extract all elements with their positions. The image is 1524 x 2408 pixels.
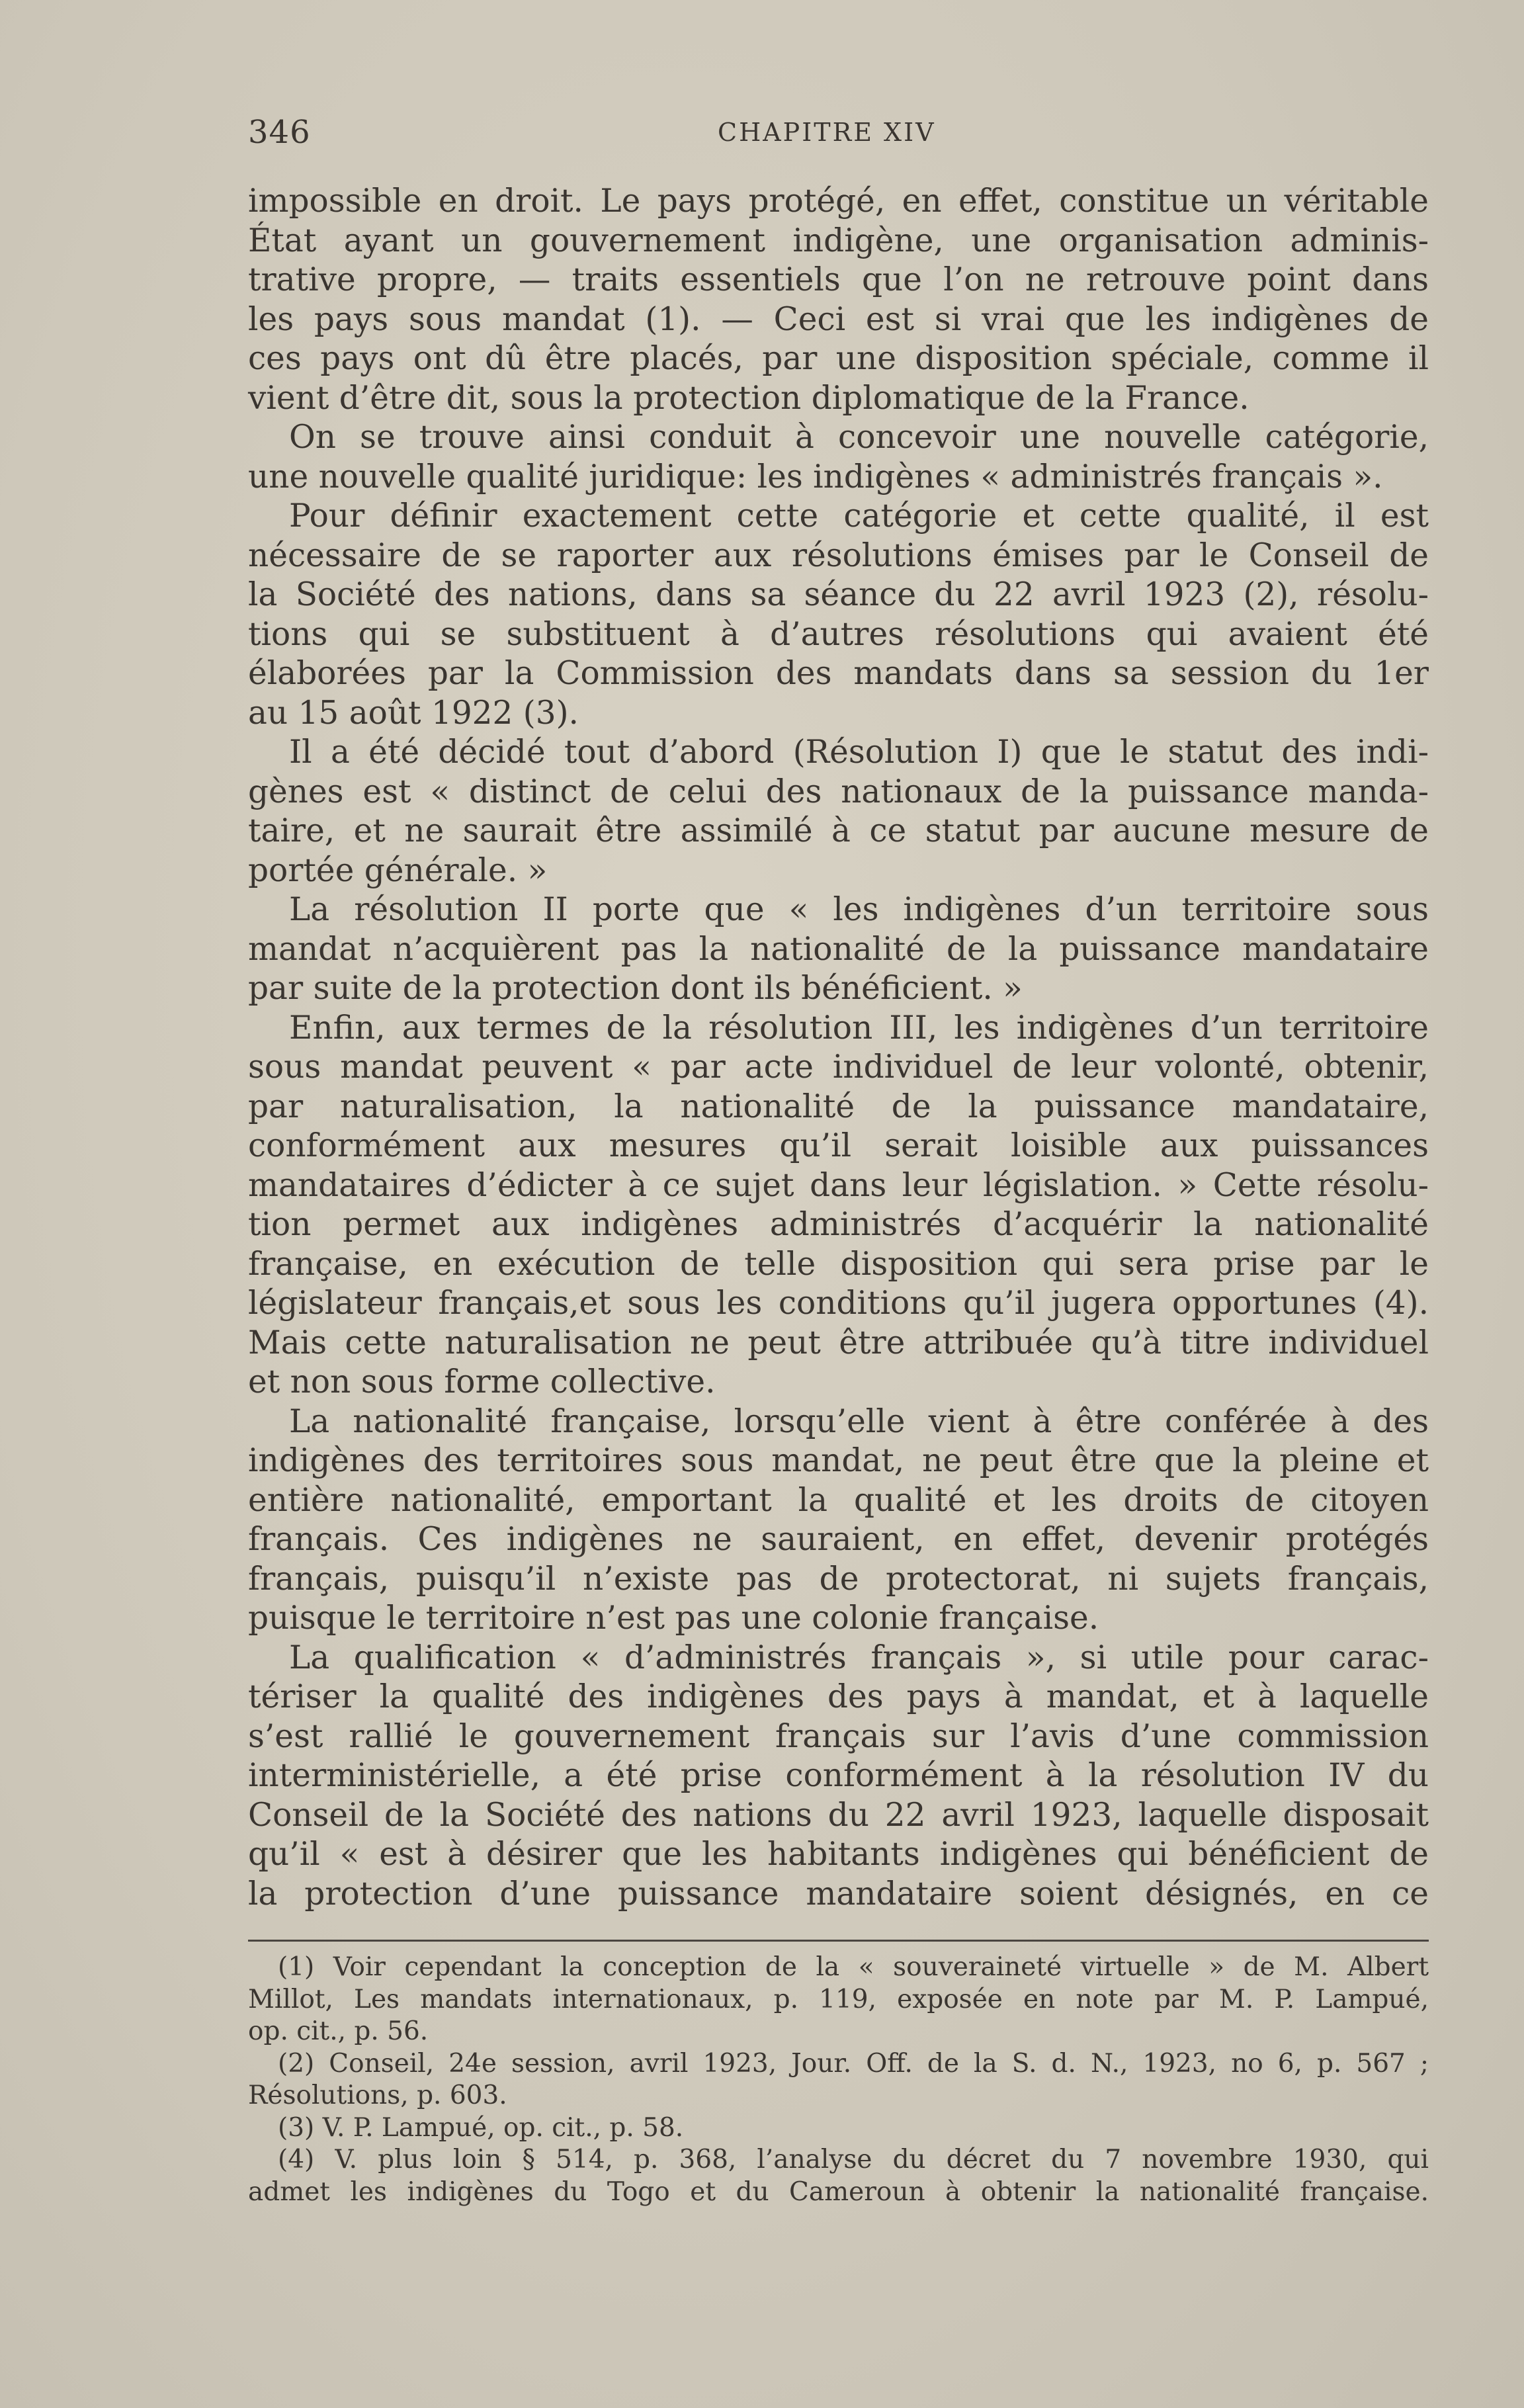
text-line: On se trouve ainsi conduit à concevoir une nouvelle catégorie,: [289, 419, 1429, 456]
text-line: au 15 août 1922 (3).: [248, 694, 579, 732]
text-line: puisque le territoire n’est pas une colonie française.: [248, 1600, 1099, 1637]
text-line: une nouvelle qualité juridique: les indigènes « administrés français ».: [248, 458, 1383, 495]
text-line: La nationalité française, lorsqu’elle vient à être conférée à des: [289, 1402, 1429, 1440]
text-line: législateur français,et sous les conditions qu’il jugera opportunes (4).: [248, 1285, 1429, 1322]
text-line: la Société des nations, dans sa séance du 22 avril 1923 (2), résolu-: [248, 576, 1429, 613]
footnote-line: admet les indigènes du Togo et du Cameroun à obtenir la nationalité française.: [248, 2176, 1429, 2207]
footnote-divider: [248, 1940, 1429, 1942]
text-line: État ayant un gouvernement indigène, une organisation adminis-: [248, 222, 1429, 259]
text-line: Mais cette naturalisation ne peut être attribuée qu’à titre individuel: [248, 1324, 1429, 1361]
text-line: taire, et ne saurait être assimilé à ce statut par aucune mesure de: [248, 812, 1429, 849]
text-line: tion permet aux indigènes administrés d’acquérir la nationalité: [248, 1206, 1429, 1243]
text-line: indigènes des territoires sous mandat, ne peut être que la pleine et: [248, 1442, 1429, 1479]
footnote-line: Résolutions, p. 603.: [248, 2081, 507, 2110]
text-line: français. Ces indigènes ne sauraient, en effet, devenir protégés: [248, 1521, 1429, 1558]
text-line: Conseil de la Société des nations du 22 avril 1923, laquelle disposait: [248, 1796, 1429, 1834]
text-line: sous mandat peuvent « par acte individuel de leur volonté, obtenir,: [248, 1049, 1429, 1086]
text-line: et non sous forme collective.: [248, 1363, 716, 1400]
text-line: élaborées par la Commission des mandats dans sa session du 1er: [248, 655, 1429, 692]
footnote-line: Millot, Les mandats internationaux, p. 119, exposée en note par M. P. Lampué,: [248, 1984, 1429, 2014]
text-line: les pays sous mandat (1). — Ceci est si vrai que les indigènes de: [248, 300, 1429, 338]
text-line: vient d’être dit, sous la protection diplomatique de la France.: [248, 379, 1249, 417]
text-line: par naturalisation, la nationalité de la puissance mandataire,: [248, 1088, 1429, 1125]
text-line: Pour définir exactement cette catégorie et cette qualité, il est: [289, 497, 1429, 535]
text-line: Il a été décidé tout d’abord (Résolution I) que le statut des indi-: [289, 734, 1429, 771]
text-line: trative propre, — traits essentiels que l’on ne retrouve point dans: [248, 261, 1429, 298]
text-line: La résolution II porte que « les indigènes d’un territoire sous: [289, 891, 1429, 928]
running-head: CHAPITRE XIV: [718, 118, 936, 147]
page-number: 346: [248, 114, 311, 151]
footnote-line: (4) V. plus loin § 514, p. 368, l’analyse du décret du 7 novembre 1930, qui: [278, 2145, 1429, 2174]
text-line: tériser la qualité des indigènes des pays à mandat, et à laquelle: [248, 1678, 1429, 1715]
text-line: français, puisqu’il n’existe pas de protectorat, ni sujets français,: [248, 1560, 1429, 1598]
text-line: conformément aux mesures qu’il serait loisible aux puissances: [248, 1127, 1429, 1164]
text-line: portée générale. »: [248, 851, 548, 889]
footnote-line: op. cit., p. 56.: [248, 2016, 429, 2046]
text-line: nécessaire de se raporter aux résolutions émises par le Conseil de: [248, 537, 1429, 574]
body-text: [248, 182, 1429, 1914]
page-header: [248, 114, 1439, 160]
text-line: mandat n’acquièrent pas la nationalité de la puissance mandataire: [248, 930, 1429, 968]
footnote-line: (2) Conseil, 24e session, avril 1923, Jour. Off. de la S. d. N., 1923, no 6, p. 567 ;: [278, 2048, 1429, 2079]
text-line: gènes est « distinct de celui des nationaux de la puissance manda-: [248, 773, 1429, 810]
footnotes: [248, 1952, 1429, 2208]
footnote-line: (3) V. P. Lampué, op. cit., p. 58.: [278, 2112, 684, 2143]
text-line: s’est rallié le gouvernement français sur l’avis d’une commission: [248, 1717, 1429, 1755]
text-line: entière nationalité, emportant la qualité et les droits de citoyen: [248, 1481, 1429, 1519]
text-line: par suite de la protection dont ils bénéficient. »: [248, 970, 1023, 1007]
text-line: française, en exécution de telle disposition qui sera prise par le: [248, 1245, 1429, 1283]
footnote-line: (1) Voir cependant la conception de la « souveraineté virtuelle » de M. Albert: [278, 1952, 1429, 1982]
text-line: Enfin, aux termes de la résolution III, les indigènes d’un territoire: [289, 1009, 1429, 1047]
text-line: ces pays ont dû être placés, par une disposition spéciale, comme il: [248, 340, 1429, 377]
text-line: la protection d’une puissance mandataire soient désignés, en ce: [248, 1875, 1429, 1913]
text-line: impossible en droit. Le pays protégé, en effet, constitue un véritable: [248, 183, 1429, 220]
text-line: tions qui se substituent à d’autres résolutions qui avaient été: [248, 615, 1429, 653]
text-line: La qualification « d’administrés français », si utile pour carac-: [289, 1639, 1429, 1676]
text-line: mandataires d’édicter à ce sujet dans leur législation. » Cette résolu-: [248, 1166, 1429, 1204]
text-line: qu’il « est à désirer que les habitants indigènes qui bénéficient de: [248, 1836, 1429, 1873]
text-line: interministérielle, a été prise conformément à la résolution IV du: [248, 1757, 1429, 1794]
